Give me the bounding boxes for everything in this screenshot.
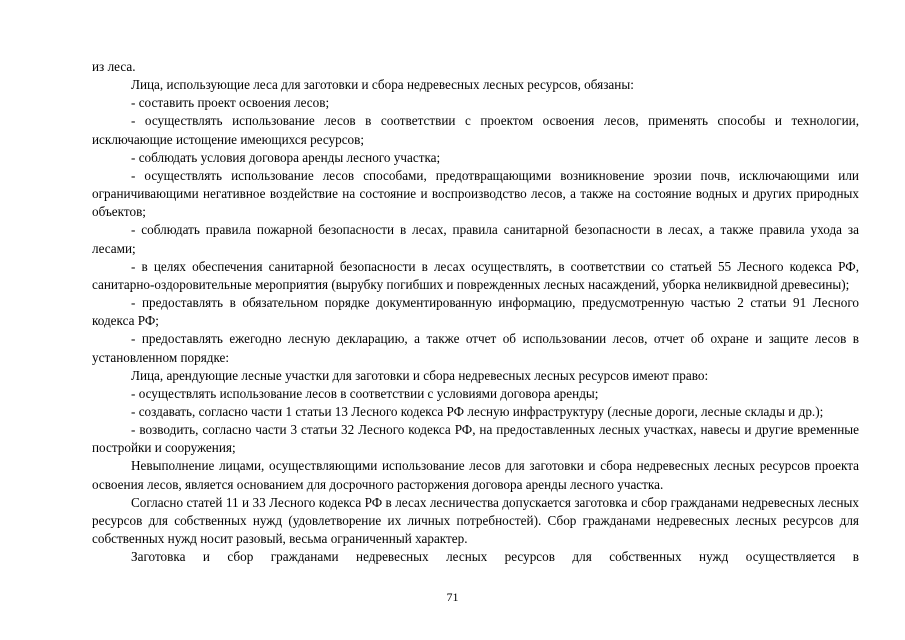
document-body bbox=[92, 58, 859, 566]
paragraph: - создавать, согласно части 1 статьи 13 Лесного кодекса РФ лесную инфраструктуру (лесные дороги, лесные склады и др.); bbox=[131, 403, 824, 419]
paragraph: Невыполнение лицами, осуществляющими использование лесов для заготовки и сбора недревесных лесных ресурсов проекта освоения лесов, является основанием для досрочного расторжения договора аренды лесного участка. bbox=[92, 458, 859, 492]
paragraph: - соблюдать условия договора аренды лесного участка; bbox=[131, 149, 441, 165]
paragraph: - осуществлять использование лесов в соответствии с проектом освоения лесов, применять способы и технологии, исключающие истощение имеющихся ресурсов; bbox=[92, 113, 859, 147]
paragraph: - возводить, согласно части 3 статьи 32 Лесного кодекса РФ, на предоставленных лесных участках, навесы и другие временные постройки и сооружения; bbox=[92, 422, 859, 456]
page-number: 71 bbox=[446, 590, 459, 604]
paragraph: - осуществлять использование лесов в соответствии с условиями договора аренды; bbox=[131, 385, 599, 401]
paragraph: - в целях обеспечения санитарной безопасности в лесах осуществлять, в соответствии со статьей 55 Лесного кодекса РФ, санитарно-оздоровительные мероприятия (вырубку погибших и поврежденных лесных насаждений, уборка неликвидной древесины); bbox=[92, 258, 859, 292]
paragraph: - осуществлять использование лесов способами, предотвращающими возникновение эрозии почв, исключающими или ограничивающими негативное воздействие на состояние и воспроизводство лесов, а также на состояние водных и других природных объектов; bbox=[92, 167, 859, 220]
paragraph: - предоставлять ежегодно лесную декларацию, а также отчет об использовании лесов, отчет об охране и защите лесов в установленном порядке: bbox=[92, 331, 859, 365]
paragraph: Лица, арендующие лесные участки для заготовки и сбора недревесных лесных ресурсов имеют право: bbox=[131, 367, 709, 383]
paragraph: Лица, использующие леса для заготовки и сбора недревесных лесных ресурсов, обязаны: bbox=[131, 77, 634, 93]
paragraph: - предоставлять в обязательном порядке документированную информацию, предусмотренную частью 2 статьи 91 Лесного кодекса РФ; bbox=[92, 295, 859, 329]
paragraph: из леса. bbox=[92, 59, 136, 74]
paragraph: Согласно статей 11 и 33 Лесного кодекса РФ в лесах лесничества допускается заготовка и сбор гражданами недревесных лесных ресурсов для собственных нужд (удовлетворение их личных потребностей). Сбор гражданами недревесных лесных ресурсов для собственных нужд носит разовый, весьма ограниченный характер. bbox=[92, 494, 859, 547]
paragraph: - соблюдать правила пожарной безопасности в лесах, правила санитарной безопасности в лесах, а также правила ухода за лесами; bbox=[92, 222, 859, 256]
paragraph: - составить проект освоения лесов; bbox=[131, 95, 330, 111]
paragraph: Заготовка и сбор гражданами недревесных лесных ресурсов для собственных нужд осуществляется в bbox=[131, 549, 859, 565]
